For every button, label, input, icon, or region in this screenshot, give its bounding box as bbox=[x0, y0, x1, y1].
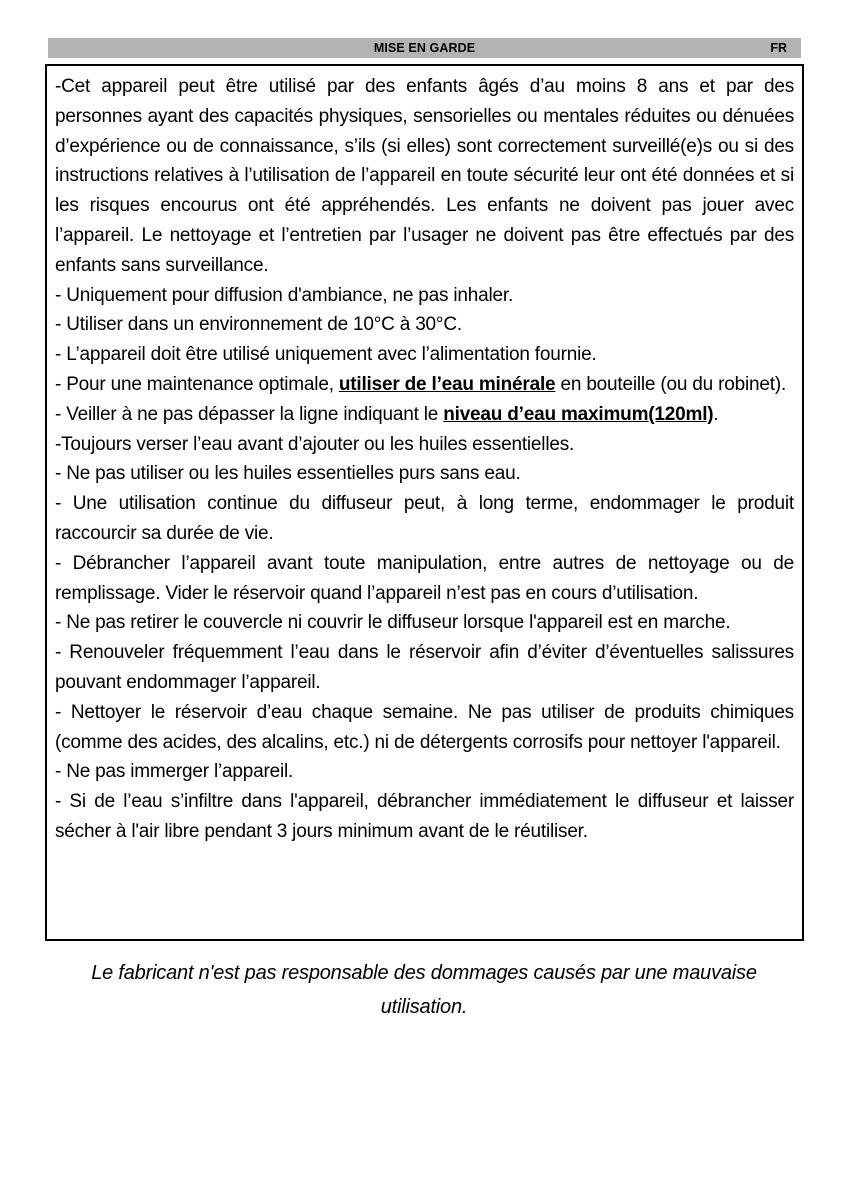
warning-item: - Une utilisation continue du diffuseur peut, à long terme, endommager le produit raccourcir sa durée de vie. bbox=[55, 493, 794, 544]
warning-item-text: - Veiller à ne pas dépasser la ligne indiquant le bbox=[55, 403, 444, 425]
warning-item bbox=[55, 400, 794, 430]
warning-box bbox=[45, 64, 804, 941]
warning-item: - Ne pas utiliser ou les huiles essentielles purs sans eau. bbox=[55, 463, 521, 485]
page-title: MISE EN GARDE bbox=[373, 41, 476, 55]
warning-item-text: en bouteille (ou du robinet). bbox=[555, 373, 787, 395]
warning-item: -Toujours verser l’eau avant d’ajouter ou les huiles essentielles. bbox=[55, 433, 575, 455]
warning-item bbox=[55, 370, 794, 400]
warning-item: - Si de l’eau s’infiltre dans l'appareil, débrancher immédiatement le diffuseur et laisser sécher à l'air libre pendant 3 jours minimum avant de le réutiliser. bbox=[55, 791, 794, 842]
warning-item: - Nettoyer le réservoir d’eau chaque semaine. Ne pas utiliser de produits chimiques (comme des acides, des alcalins, etc.) ni de détergents corrosifs pour nettoyer l'appareil. bbox=[55, 701, 794, 753]
emphasis-text: niveau d’eau maximum(120ml) bbox=[443, 403, 714, 425]
warning-header-bar bbox=[48, 38, 801, 58]
warning-item: - L’appareil doit être utilisé uniquement avec l’alimentation fournie. bbox=[55, 344, 597, 366]
warning-item: - Renouveler fréquemment l’eau dans le réservoir afin d’éviter d’éventuelles salissures pouvant endommager l’appareil. bbox=[55, 642, 794, 693]
warning-item-text: . bbox=[713, 403, 719, 425]
disclaimer-text: Le fabricant n'est pas responsable des dommages causés par une mauvaise utilisation. bbox=[91, 962, 757, 1018]
warning-item: - Débrancher l’appareil avant toute manipulation, entre autres de nettoyage ou de remplissage. Vider le réservoir quand l’appareil n’est pas en cours d’utilisation. bbox=[55, 552, 794, 604]
language-badge: FR bbox=[770, 41, 787, 55]
warning-item: - Ne pas immerger l’appareil. bbox=[55, 761, 294, 783]
warning-item-text: - Pour une maintenance optimale, bbox=[55, 373, 339, 395]
emphasis-text: utiliser de l’eau minérale bbox=[338, 373, 556, 395]
warning-item: - Utiliser dans un environnement de 10°C à 30°C. bbox=[55, 314, 462, 336]
warning-item: -Cet appareil peut être utilisé par des enfants âgés d’au moins 8 ans et par des personnes ayant des capacités physiques, sensorielles ou mentales réduites ou dénuées d’expérience ou de connaissance, s’ils (si elles) sont correctement surveillé(e)s ou si des instructions relatives à l’utilisation de l’appareil en toute sécurité leur ont été données et si les risques encourus ont été appréhendés. Les enfants ne doivent pas jouer avec l’appareil. Le nettoyage et l’entretien par l’usager ne doivent pas être effectués par des enfants sans surveillance. bbox=[55, 76, 794, 276]
warning-item: - Uniquement pour diffusion d'ambiance, ne pas inhaler. bbox=[55, 284, 514, 306]
warning-item: - Ne pas retirer le couvercle ni couvrir le diffuseur lorsque l'appareil est en marche. bbox=[55, 612, 731, 634]
